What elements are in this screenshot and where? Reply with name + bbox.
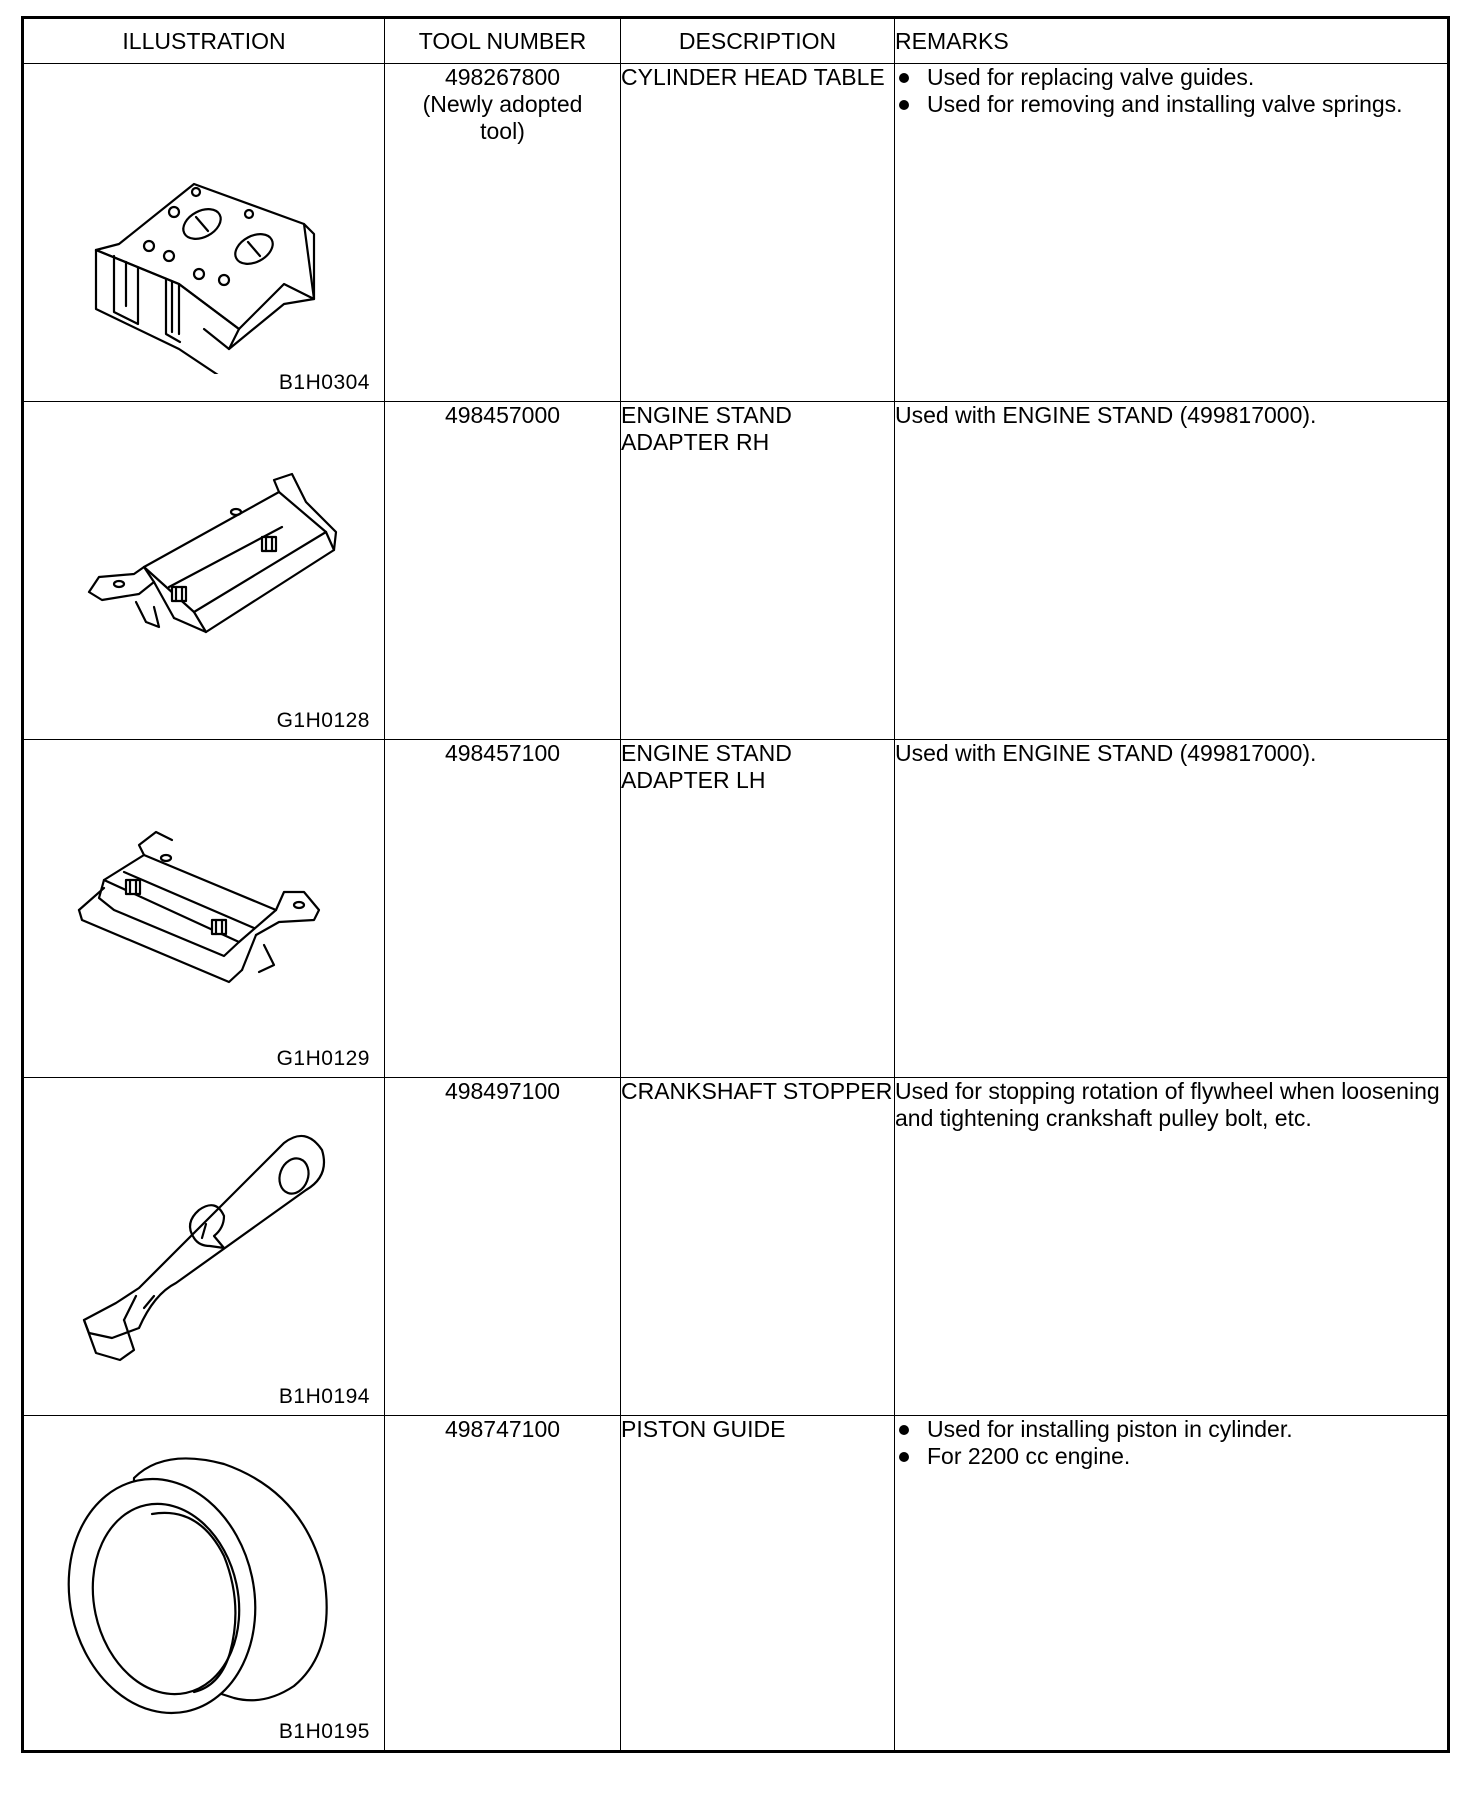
- remark-text: Used for stopping rotation of flywheel when loosening and tightening crankshaft pulley bolt, etc.: [895, 1078, 1440, 1131]
- tool-number: 498747100: [444, 1416, 561, 1442]
- tool-number-note: (Newly adopted: [422, 91, 583, 117]
- image-code: G1H0128: [276, 709, 370, 732]
- remarks-list: [895, 64, 1447, 118]
- image-code: B1H0304: [278, 371, 370, 394]
- table-header-row: [23, 18, 1449, 64]
- remarks-cell: [895, 740, 1449, 1078]
- cylinder-head-table-drawing-icon: [44, 84, 364, 374]
- illustration-cell: [23, 740, 385, 1078]
- header-remarks: REMARKS: [895, 18, 1449, 64]
- remarks-cell: [895, 402, 1449, 740]
- engine-stand-adapter-rh-drawing-icon: [44, 422, 364, 712]
- tool-number: 498457100: [444, 740, 561, 766]
- description-cell: ENGINE STAND ADAPTER RH: [621, 402, 895, 740]
- tool-number-cell: [385, 1416, 621, 1752]
- remark-item: Used for replacing valve guides.: [895, 64, 1447, 91]
- image-code: B1H0195: [278, 1720, 370, 1743]
- tool-number-cell: [385, 402, 621, 740]
- illustration-cell: [23, 1078, 385, 1416]
- piston-guide-drawing-icon: [44, 1436, 364, 1726]
- engine-stand-adapter-lh-drawing-icon: [44, 760, 364, 1050]
- tool-number-cell: [385, 740, 621, 1078]
- description-cell: CRANKSHAFT STOPPER: [621, 1078, 895, 1416]
- header-tool-number: TOOL NUMBER: [385, 18, 621, 64]
- header-description: DESCRIPTION: [621, 18, 895, 64]
- description-cell: PISTON GUIDE: [621, 1416, 895, 1752]
- image-code: G1H0129: [276, 1047, 370, 1070]
- remark-text: Used with ENGINE STAND (499817000).: [895, 402, 1317, 428]
- description-cell: ENGINE STAND ADAPTER LH: [621, 740, 895, 1078]
- remark-item: Used for installing piston in cylinder.: [895, 1416, 1447, 1443]
- remarks-list: [895, 1416, 1447, 1470]
- remarks-cell: [895, 64, 1449, 402]
- table-row: [23, 1416, 1449, 1752]
- remarks-cell: [895, 1078, 1449, 1416]
- table-row: [23, 402, 1449, 740]
- illustration-cell: [23, 1416, 385, 1752]
- special-tools-table: [21, 16, 1450, 1753]
- tool-number-cell: [385, 64, 621, 402]
- tool-number-note: tool): [480, 118, 525, 144]
- tool-number: 498497100: [444, 1078, 561, 1104]
- crankshaft-stopper-drawing-icon: [44, 1098, 364, 1388]
- illustration-cell: [23, 402, 385, 740]
- table-row: [23, 64, 1449, 402]
- tool-number: 498267800: [444, 64, 561, 90]
- header-illustration: ILLUSTRATION: [23, 18, 385, 64]
- tool-number: 498457000: [444, 402, 561, 428]
- remark-text: Used with ENGINE STAND (499817000).: [895, 740, 1317, 766]
- remark-item: Used for removing and installing valve springs.: [895, 91, 1447, 118]
- tool-number-cell: [385, 1078, 621, 1416]
- illustration-cell: [23, 64, 385, 402]
- description-cell: CYLINDER HEAD TABLE: [621, 64, 895, 402]
- table-row: [23, 1078, 1449, 1416]
- remarks-cell: [895, 1416, 1449, 1752]
- image-code: B1H0194: [278, 1385, 370, 1408]
- table-row: [23, 740, 1449, 1078]
- remark-item: For 2200 cc engine.: [895, 1443, 1447, 1470]
